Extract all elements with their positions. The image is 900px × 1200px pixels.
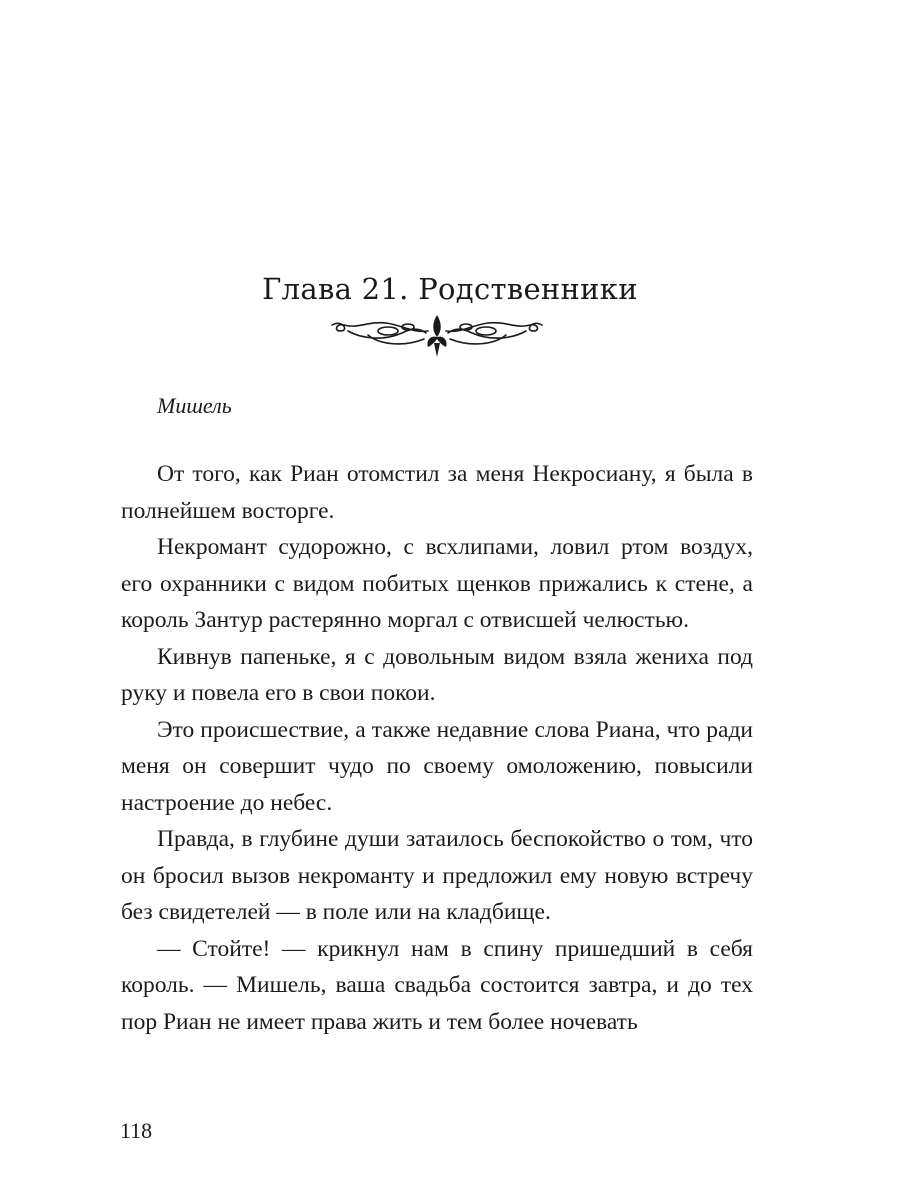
paragraph: — Стойте! — крикнул нам в спину пришедший в себя король. — Мишель, ваша свадьба состоится завтра, и до тех пор Риан не имеет права жить и тем более ночевать <box>121 935 753 1035</box>
paragraph: Некромант судорожно, с всхлипами, ловил ртом воздух, его охранники с видом побитых щенков прижались к стене, а король Зантур растерянно моргал с отвисшей челюстью. <box>121 534 753 633</box>
paragraph: Это происшествие, а также недавние слова Риана, что ради меня он совершит чудо по своему омоложению, повысили настроение до небес. <box>121 716 753 816</box>
paragraph: Правда, в глубине души затаилось беспокойство о том, что он бросил вызов некроманту и предложил ему новую встречу без свидетелей — в поле или на кладбище. <box>121 826 753 925</box>
chapter-title: Глава 21. Родственники <box>262 272 638 306</box>
paragraph: Кивнув папеньке, я с довольным видом взяла жениха под руку и повела его в свои покои. <box>121 643 753 706</box>
page-number: 118 <box>120 1118 153 1143</box>
paragraph: От того, как Риан отомстил за меня Некросиану, я была в полнейшем восторге. <box>121 461 753 524</box>
chapter-body <box>121 456 753 1040</box>
ornament-divider-icon <box>328 313 546 359</box>
pov-character: Мишель <box>157 393 232 418</box>
